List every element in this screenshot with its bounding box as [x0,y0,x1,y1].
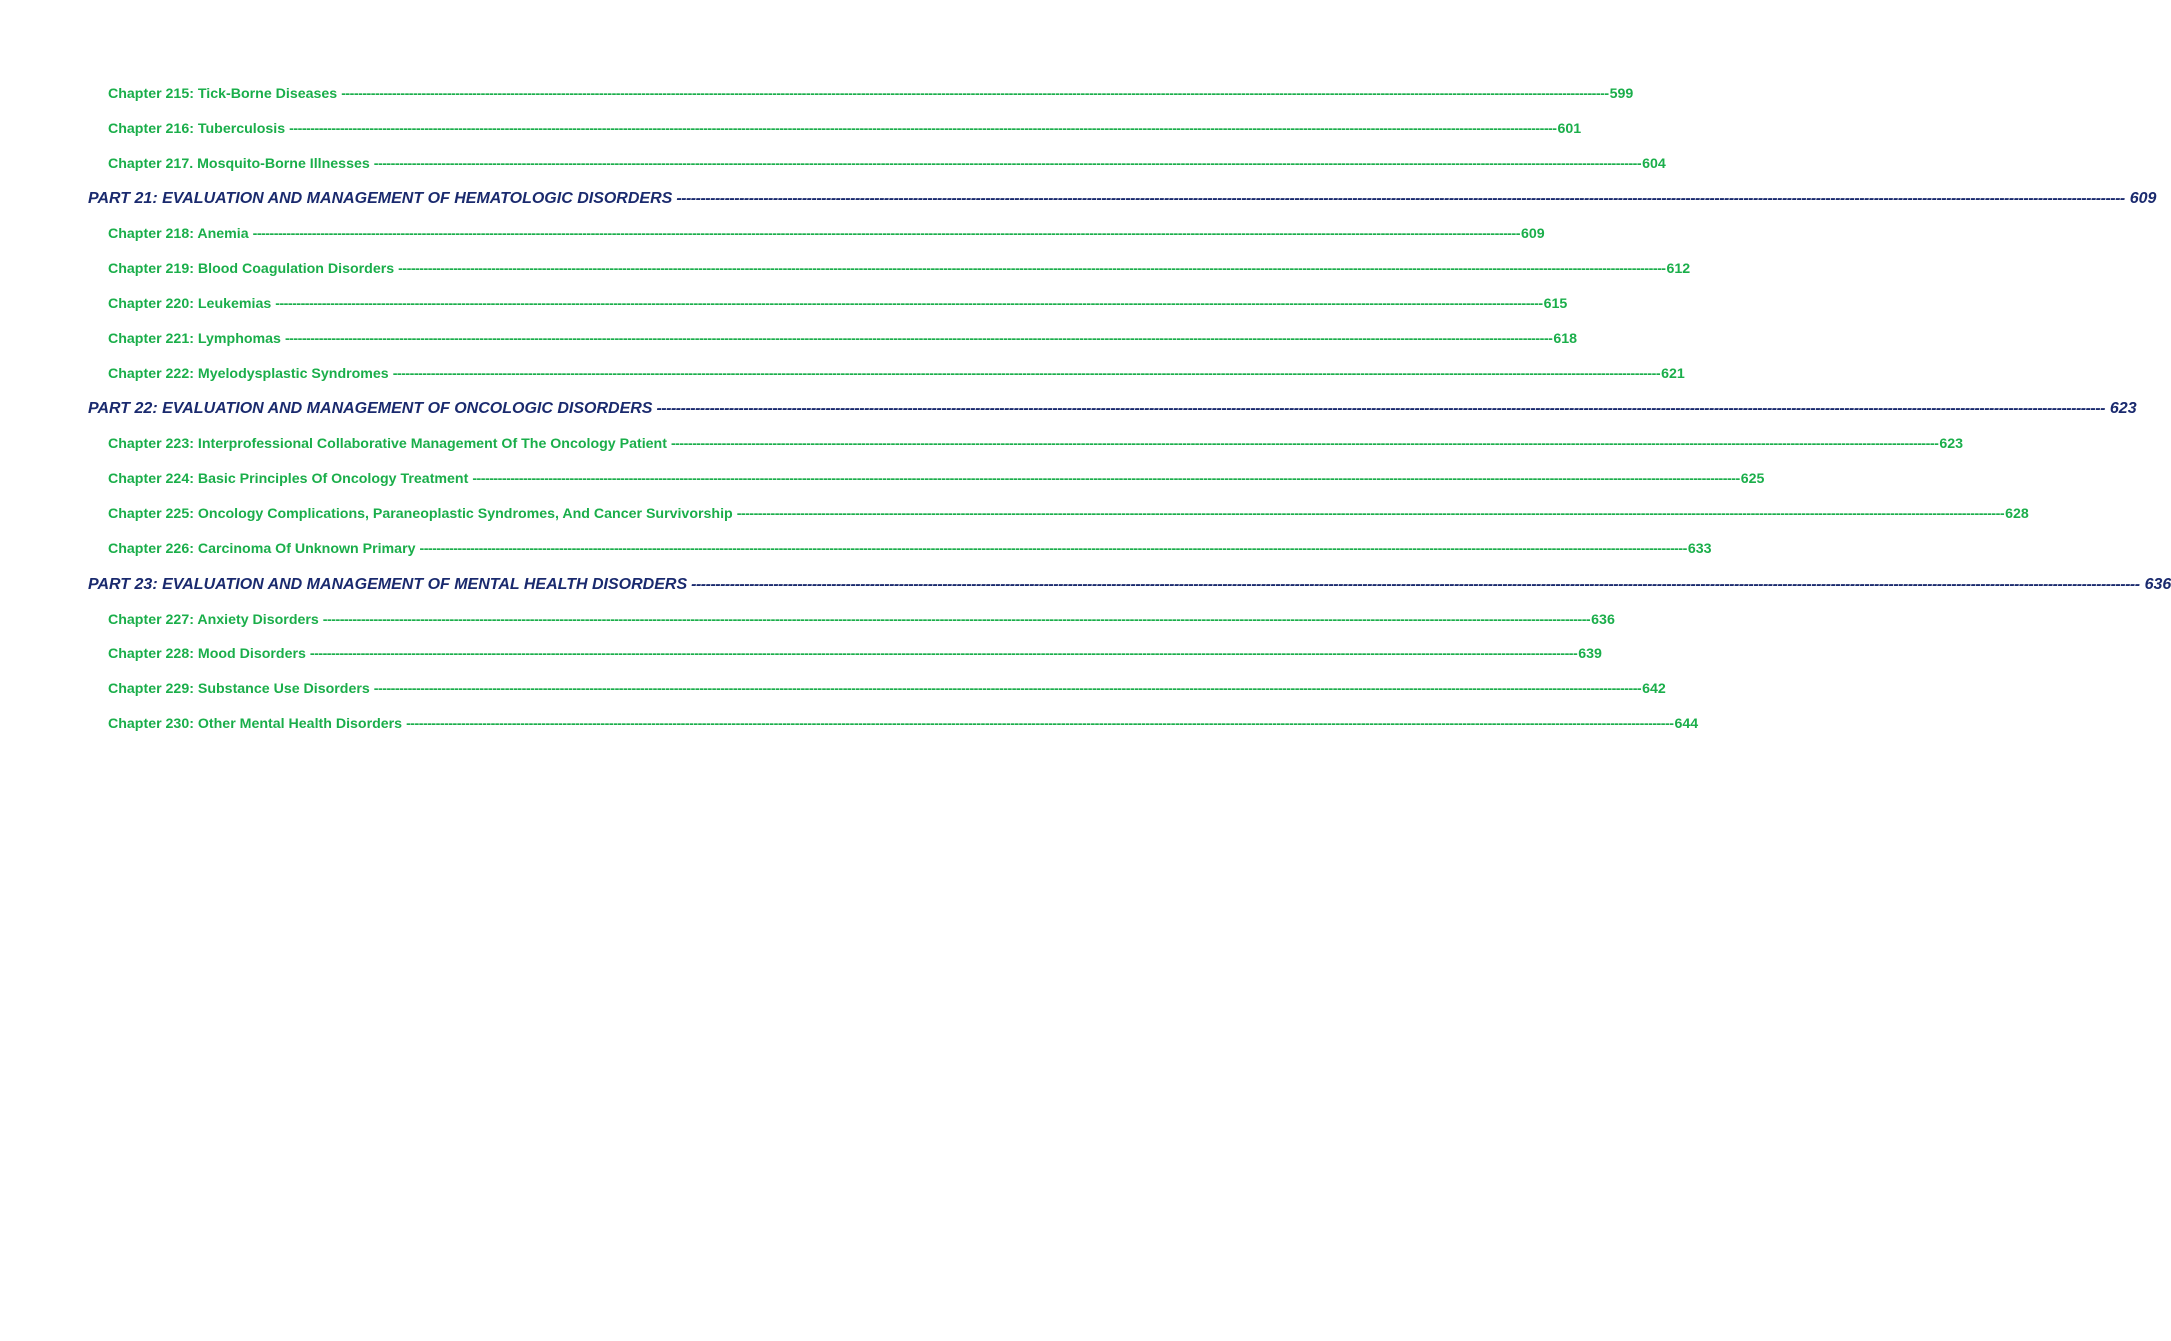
toc-chapter-entry[interactable] [88,427,1963,462]
toc-part-heading[interactable] [88,181,2157,217]
toc-entry-title: Chapter 216: Tuberculosis [108,120,286,137]
toc-chapter-entry[interactable] [88,603,1615,638]
toc-page-number: 604 [1642,155,1666,172]
table-of-contents [88,77,2171,742]
toc-chapter-entry[interactable] [88,672,1666,707]
toc-entry-title: Chapter 219: Blood Coagulation Disorders [108,261,395,278]
toc-entry-title: Chapter 230: Other Mental Health Disorders [108,715,403,732]
toc-page-number: 601 [1557,120,1582,137]
toc-page-number: 615 [1543,295,1568,312]
dot-leader: ------------------------------------------------------------------------------------------------------------------------------------------------------------------------------------------------------------------------------------------------------------------------------------------------------------ [373,681,1642,698]
toc-chapter-entry[interactable] [88,287,1568,322]
toc-entry-title: PART 22: EVALUATION AND MANAGEMENT OF ONCOLOGIC DISORDERS [88,400,653,418]
toc-chapter-entry[interactable] [88,357,1685,392]
toc-entry-title: Chapter 222: Myelodysplastic Syndromes [108,365,389,382]
toc-entry-title: Chapter 226: Carcinoma Of Unknown Primary [108,540,416,557]
toc-entry-title: Chapter 225: Oncology Complications, Paraneoplastic Syndromes, And Cancer Survivorship [108,505,733,522]
toc-chapter-entry[interactable] [88,112,1582,147]
dot-leader: ------------------------------------------------------------------------------------------------------------------------------------------------------------------------------------------------------------------------------------------------------------------------------------------------------------ [284,330,1553,347]
toc-entry-title: Chapter 218: Anemia [108,226,249,243]
toc-chapter-entry[interactable] [88,77,1634,112]
toc-chapter-entry[interactable] [88,322,1577,357]
toc-page-number: 625 [1740,471,1765,488]
dot-leader: ------------------------------------------------------------------------------------------------------------------------------------------------------------------------------------------------------------------------------------------------------------------------------------------------------------ [398,261,1666,278]
toc-entry-title: Chapter 221: Lymphomas [108,330,281,347]
toc-page-number: 644 [1674,715,1699,732]
toc-entry-title: Chapter 215: Tick-Borne Diseases [108,86,338,102]
toc-entry-title: Chapter 227: Anxiety Disorders [108,611,319,628]
toc-chapter-entry[interactable] [88,497,2029,532]
dot-leader: ------------------------------------------------------------------------------------------------------------------------------------------------------------------------------------------------------------------------------------------------------------------------------------------------------------ [676,190,2125,208]
toc-page-number: 599 [1609,86,1634,102]
toc-page-number: 621 [1661,365,1685,382]
dot-leader: ------------------------------------------------------------------------------------------------------------------------------------------------------------------------------------------------------------------------------------------------------------------------------------------------------------ [341,86,1609,102]
dot-leader: ------------------------------------------------------------------------------------------------------------------------------------------------------------------------------------------------------------------------------------------------------------------------------------------------------------ [392,365,1661,382]
toc-chapter-entry[interactable] [88,462,1765,497]
toc-page-number: 639 [1578,646,1602,663]
toc-page-number: 623 [2109,400,2137,418]
toc-page-number: 618 [1553,330,1577,347]
toc-page-number: 623 [1939,436,1963,453]
dot-leader: ------------------------------------------------------------------------------------------------------------------------------------------------------------------------------------------------------------------------------------------------------------------------------------------------------------ [275,295,1543,312]
toc-entry-title: Chapter 229: Substance Use Disorders [108,681,370,698]
toc-entry-title: Chapter 223: Interprofessional Collaborative Management Of The Oncology Patient [108,436,667,453]
toc-chapter-entry[interactable] [88,707,1699,742]
toc-chapter-entry[interactable] [88,252,1691,287]
toc-entry-title: Chapter 220: Leukemias [108,295,272,312]
toc-page-number: 642 [1642,681,1666,698]
dot-leader: ------------------------------------------------------------------------------------------------------------------------------------------------------------------------------------------------------------------------------------------------------------------------------------------------------------ [309,646,1578,663]
dot-leader: ------------------------------------------------------------------------------------------------------------------------------------------------------------------------------------------------------------------------------------------------------------------------------------------------------------ [691,575,2140,593]
dot-leader: ------------------------------------------------------------------------------------------------------------------------------------------------------------------------------------------------------------------------------------------------------------------------------------------------------------ [406,715,1674,732]
dot-leader: ------------------------------------------------------------------------------------------------------------------------------------------------------------------------------------------------------------------------------------------------------------------------------------------------------------ [670,436,1939,453]
dot-leader: ------------------------------------------------------------------------------------------------------------------------------------------------------------------------------------------------------------------------------------------------------------------------------------------------------------ [472,471,1740,488]
toc-page-number: 609 [1520,226,1545,243]
dot-leader: ------------------------------------------------------------------------------------------------------------------------------------------------------------------------------------------------------------------------------------------------------------------------------------------------------------ [289,120,1557,137]
toc-chapter-entry[interactable] [88,147,1666,182]
toc-entry-title: PART 21: EVALUATION AND MANAGEMENT OF HEMATOLOGIC DISORDERS [88,190,673,208]
toc-page-number: 612 [1666,261,1691,278]
toc-page-number: 633 [1687,540,1712,557]
dot-leader: ------------------------------------------------------------------------------------------------------------------------------------------------------------------------------------------------------------------------------------------------------------------------------------------------------------ [419,540,1687,557]
toc-entry-title: Chapter 228: Mood Disorders [108,646,306,663]
toc-chapter-entry[interactable] [88,637,1602,672]
toc-chapter-entry[interactable] [88,532,1712,567]
toc-page-number: 628 [2005,505,2029,522]
dot-leader: ------------------------------------------------------------------------------------------------------------------------------------------------------------------------------------------------------------------------------------------------------------------------------------------------------------ [656,400,2105,418]
dot-leader: ------------------------------------------------------------------------------------------------------------------------------------------------------------------------------------------------------------------------------------------------------------------------------------------------------------ [736,505,2005,522]
toc-part-heading[interactable] [88,567,2171,603]
toc-entry-title: Chapter 224: Basic Principles Of Oncology Treatment [108,471,469,488]
toc-page-number: 636 [2144,575,2171,593]
toc-chapter-entry[interactable] [88,217,1545,252]
toc-entry-title: PART 23: EVALUATION AND MANAGEMENT OF MENTAL HEALTH DISORDERS [88,575,688,593]
dot-leader: ------------------------------------------------------------------------------------------------------------------------------------------------------------------------------------------------------------------------------------------------------------------------------------------------------------ [322,611,1591,628]
toc-entry-title: Chapter 217. Mosquito-Borne Illnesses [108,155,370,172]
dot-leader: ------------------------------------------------------------------------------------------------------------------------------------------------------------------------------------------------------------------------------------------------------------------------------------------------------------ [252,226,1520,243]
toc-page-number: 636 [1591,611,1615,628]
dot-leader: ------------------------------------------------------------------------------------------------------------------------------------------------------------------------------------------------------------------------------------------------------------------------------------------------------------ [373,155,1642,172]
toc-part-heading[interactable] [88,391,2137,427]
toc-page-number: 609 [2129,190,2157,208]
